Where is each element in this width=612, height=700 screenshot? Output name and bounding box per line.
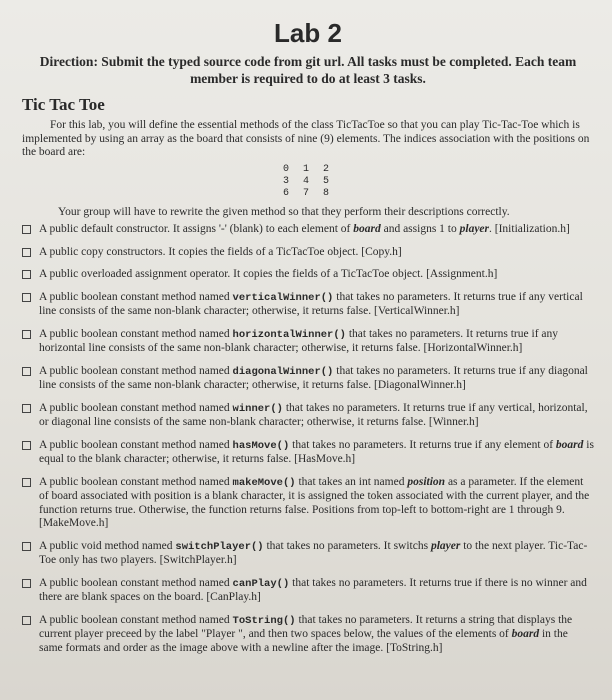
checkbox-icon[interactable] [22,330,31,339]
method-name: makeMove() [232,476,296,489]
task-text [39,268,594,282]
intro-paragraph: For this lab, you will define the essential methods of the class TicTacToe so that you can play Tic-Tac-Toe which is implemented by using an array as the board that consists of nine (9) elements. The indices association with the positions on the board are: [22,119,590,158]
task-item [22,268,594,282]
method-name: verticalWinner() [232,291,334,304]
task-text-part: to the next player. Tic-Tac-Toe only has two players. [39,539,588,566]
task-file-reference: [SwitchPlayer.h] [159,554,237,566]
task-file-reference: [DiagonalWinner.h] [374,379,466,391]
checkbox-icon[interactable] [22,441,31,450]
task-text [39,577,594,605]
task-text-part: is equal to the blank character; otherwise, it returns false. [39,438,594,465]
method-name: hasMove() [232,439,290,452]
task-item [22,365,594,393]
checkbox-icon[interactable] [22,293,31,302]
task-item [22,476,594,531]
checkbox-icon[interactable] [22,367,31,376]
method-name: horizontalWinner() [232,328,346,341]
task-text-part: A public boolean constant method named [39,290,233,303]
task-file-reference: [Copy.h] [361,245,402,258]
task-file-reference: [CanPlay.h] [206,591,261,603]
task-file-reference: [MakeMove.h] [39,517,109,529]
task-file-reference: [ToString.h] [386,641,443,654]
task-item [22,246,594,260]
task-text-part: that takes no parameters. It returns true if there is no winner and there are blank spaces on the board. [39,576,587,603]
emphasis-term: position [407,475,446,488]
task-file-reference: [HasMove.h] [294,453,356,465]
checkbox-icon[interactable] [22,248,31,257]
task-item [22,328,594,356]
grid-row: 3 4 5 [282,175,333,187]
checkbox-icon[interactable] [22,616,31,625]
board-index-grid [22,164,594,200]
task-text-part: in the same formats and order as the image above with a newline after the image. [39,628,568,654]
task-text-part: that takes no parameters. It returns true if any vertical line consists of the same non-blank character; otherwise, it returns false. [39,290,583,317]
emphasis-term: board [353,223,381,235]
task-text-part: . [489,223,492,235]
task-item [22,402,594,430]
task-text-part: and assigns 1 to [380,223,460,235]
direction-text: Direction: Submit the typed source code from git url. All tasks must be completed. Each team member is required to do at least 3 tasks. [39,54,577,86]
task-text-part: A public boolean constant method named [39,613,233,626]
task-text [39,476,594,531]
method-name: canPlay() [232,577,290,590]
task-file-reference: [Initialization.h] [494,223,570,235]
task-item [22,540,594,568]
task-item [22,223,594,237]
section-title: Tic Tac Toe [22,95,105,114]
task-text-part: A public boolean constant method named [39,576,233,589]
instructions-paragraph: Your group will have to rewrite the given method so that they perform their descriptions correctly. [58,205,510,218]
task-text [39,402,594,430]
task-text [39,439,594,467]
task-text [39,223,594,237]
task-text-part: A public boolean constant method named [39,438,233,451]
task-list [22,223,594,655]
task-text-part: that takes an int named [295,475,408,488]
task-text [39,246,594,260]
grid-row: 6 7 8 [282,187,333,199]
emphasis-term: board [555,438,584,451]
checkbox-icon[interactable] [22,478,31,487]
task-item [22,291,594,319]
task-item [22,614,594,656]
checkbox-icon[interactable] [22,404,31,413]
checkbox-icon[interactable] [22,225,31,234]
task-text-part: that takes no parameters. It returns true if any horizontal line consists of the same non-blank character; otherwise, it returns false. [39,327,558,354]
checkbox-icon[interactable] [22,579,31,588]
task-text-part: A public void method named [39,539,176,552]
task-text-part: that takes no parameters. It returns true if any element of [289,438,556,451]
task-text-part: A public boolean constant method named [39,327,233,340]
method-name: switchPlayer() [175,540,264,553]
task-text-part: A public boolean constant method named [39,401,233,414]
task-text-part: A public boolean constant method named [39,364,233,377]
method-name: ToString() [232,614,296,627]
task-item [22,439,594,467]
task-text [39,365,594,393]
emphasis-term: player [430,539,461,552]
task-file-reference: [Winner.h] [428,416,479,428]
task-text-part: A public boolean constant method named [39,475,233,488]
task-text [39,328,594,356]
task-text-part: that takes no parameters. It returns true if any diagonal line consists of the same non-blank character; otherwise, it returns false. [39,364,588,391]
checkbox-icon[interactable] [22,542,31,551]
emphasis-term: player [459,223,490,235]
task-file-reference: [Assignment.h] [426,268,498,280]
task-text-part: A public overloaded assignment operator. It copies the fields of a TicTacToe object. [39,268,424,280]
method-name: winner() [232,402,283,415]
task-file-reference: [HorizontalWinner.h] [423,342,523,354]
page-title: Lab 2 [274,18,342,48]
task-text-part: A public copy constructors. It copies the fields of a TicTacToe object. [39,245,359,258]
task-text-part: A public default constructor. It assigns '-' (blank) to each element of [39,223,354,235]
task-text-part: that takes no parameters. It returns a string that displays the current player preceed by the label "Player ", and then two spaces below, the values of the elements of [39,613,573,640]
checkbox-icon[interactable] [22,270,31,279]
grid-row: 0 1 2 [282,163,333,175]
task-file-reference: [VerticalWinner.h] [374,305,460,317]
task-item [22,577,594,605]
emphasis-term: board [511,628,540,640]
method-name: diagonalWinner() [232,365,334,378]
task-text-part: as a parameter. If the element of board associated with position is a blank character, it is assigned the token associated with the current player, and the function returns true. Otherwise, the function returns false. Positions from top-left to bottom-right are 1 through 9. [39,475,590,516]
task-text [39,291,594,319]
task-text-part: that takes no parameters. It returns true if any vertical, horizontal, or diagonal line consists of the same non-blank character; otherwise, it returns false. [39,401,588,428]
task-text-part: that takes no parameters. It switchs [263,539,431,552]
task-text [39,614,594,656]
task-text [39,540,594,568]
